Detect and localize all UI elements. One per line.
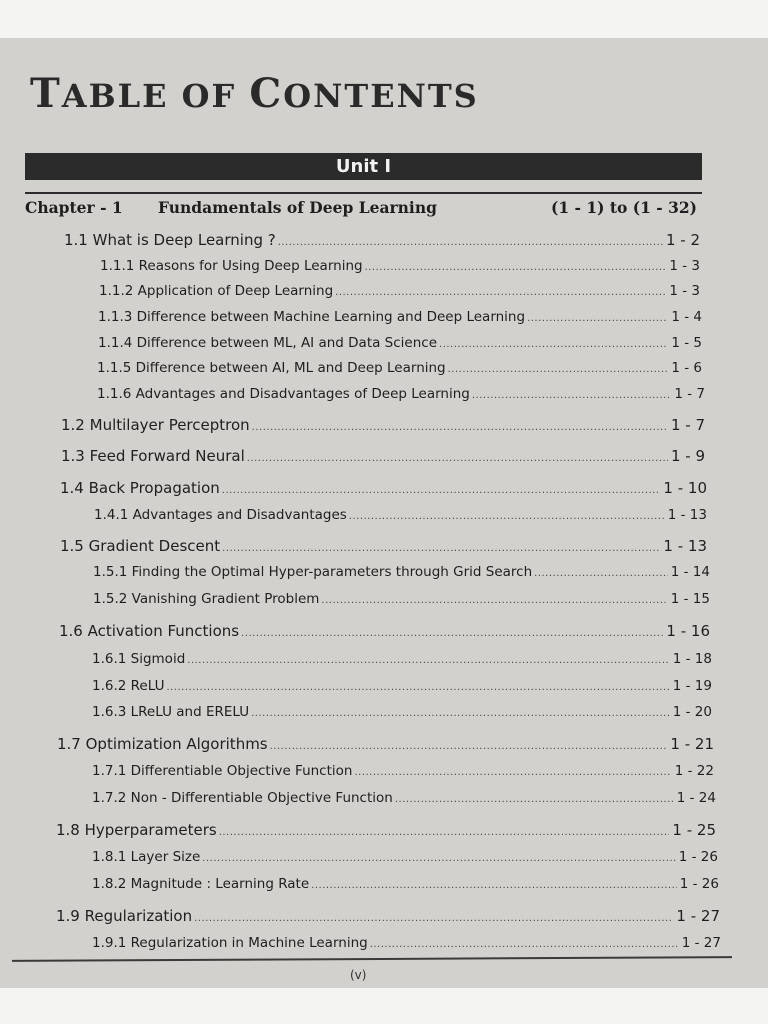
toc-entry[interactable]: 1.7 Optimization Algorithms ..... 1 - 21 bbox=[57, 735, 714, 753]
toc-entry[interactable]: 1.7.1 Differentiable Objective Function ..... 1 - 22 bbox=[92, 763, 714, 779]
toc-entry[interactable]: 1.5.1 Finding the Optimal Hyper-parameters through Grid Search ..... 1 - 14 bbox=[93, 564, 710, 580]
toc-entry[interactable]: 1.6 Activation Functions ..... 1 - 16 bbox=[59, 622, 710, 640]
page-title: TABLE OF CONTENTS bbox=[30, 70, 479, 117]
toc-entry[interactable]: 1.8.2 Magnitude : Learning Rate ..... 1 - 26 bbox=[92, 876, 719, 892]
toc-entry[interactable]: 1.1 What is Deep Learning ? ..... 1 - 2 bbox=[64, 231, 700, 249]
chapter-title: Fundamentals of Deep Learning bbox=[158, 198, 437, 217]
chapter-number: Chapter - 1 bbox=[25, 198, 123, 217]
toc-entry[interactable]: 1.5 Gradient Descent ..... 1 - 13 bbox=[60, 537, 707, 555]
toc-entry[interactable]: 1.4.1 Advantages and Disadvantages ..... 1 - 13 bbox=[94, 507, 707, 523]
toc-entry[interactable]: 1.1.6 Advantages and Disadvantages of Deep Learning ..... 1 - 7 bbox=[97, 386, 705, 402]
toc-entry[interactable]: 1.6.1 Sigmoid ..... 1 - 18 bbox=[92, 651, 712, 667]
toc-entry[interactable]: 1.1.5 Difference between AI, ML and Deep Learning ..... 1 - 6 bbox=[97, 360, 702, 376]
toc-entry[interactable]: 1.8.1 Layer Size ..... 1 - 26 bbox=[92, 849, 718, 865]
unit-banner: Unit I bbox=[25, 153, 702, 180]
chapter-page-range: (1 - 1) to (1 - 32) bbox=[550, 198, 697, 217]
toc-entry[interactable]: 1.9 Regularization ..... 1 - 27 bbox=[56, 907, 720, 925]
toc-entry[interactable]: 1.8 Hyperparameters ..... 1 - 25 bbox=[56, 821, 716, 839]
toc-entry[interactable]: 1.1.1 Reasons for Using Deep Learning ..... 1 - 3 bbox=[100, 258, 700, 274]
toc-entry[interactable]: 1.9.1 Regularization in Machine Learning ..... 1 - 27 bbox=[92, 935, 721, 951]
unit-rule bbox=[25, 192, 702, 194]
toc-entry[interactable]: 1.6.3 LReLU and ERELU ..... 1 - 20 bbox=[92, 704, 712, 720]
toc-entry[interactable]: 1.7.2 Non - Differentiable Objective Function ..... 1 - 24 bbox=[92, 790, 716, 806]
toc-entry[interactable]: 1.6.2 ReLU ..... 1 - 19 bbox=[92, 678, 712, 694]
page-number: (v) bbox=[350, 968, 367, 982]
toc-entry[interactable]: 1.1.2 Application of Deep Learning ..... 1 - 3 bbox=[99, 283, 700, 299]
toc-entry[interactable]: 1.4 Back Propagation ..... 1 - 10 bbox=[60, 479, 707, 497]
toc-entry[interactable]: 1.3 Feed Forward Neural ..... 1 - 9 bbox=[61, 447, 705, 465]
toc-entry[interactable]: 1.2 Multilayer Perceptron ..... 1 - 7 bbox=[61, 416, 705, 434]
toc-entry[interactable]: 1.1.4 Difference between ML, AI and Data Science ..... 1 - 5 bbox=[98, 335, 702, 351]
toc-entry[interactable]: 1.1.3 Difference between Machine Learning and Deep Learning ..... 1 - 4 bbox=[98, 309, 702, 325]
toc-entry[interactable]: 1.5.2 Vanishing Gradient Problem ..... 1 - 15 bbox=[93, 591, 710, 607]
